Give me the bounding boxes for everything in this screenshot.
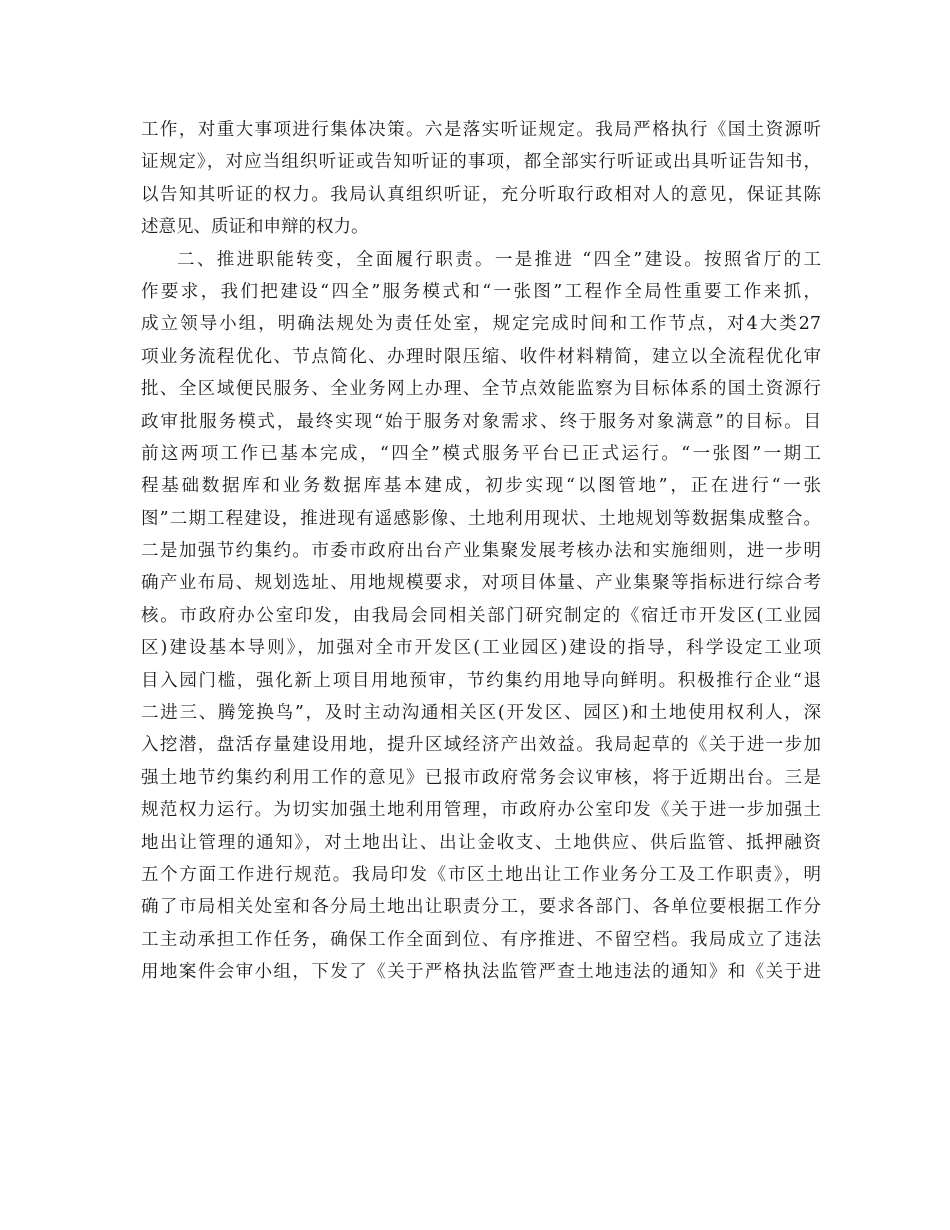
text-line: 作要求，我们把建设“四全”服务模式和“一张图”工程作全局性重要工作来抓， <box>141 281 821 302</box>
paragraph-heading-line: 二、推进职能转变，全面履行职责。一是推进 “四全”建设。按照省厅的工 <box>177 249 821 270</box>
body-text <box>141 114 821 989</box>
text-line: 入挖潜，盘活存量建设用地，提升区域经济产出效益。我局起草的《关于进一步加 <box>141 735 821 756</box>
text-line: 用地案件会审小组，下发了《关于严格执法监管严查土地违法的通知》和《关于进 <box>141 962 821 983</box>
text-line: 地出让管理的通知》，对土地出让、出让金收支、土地供应、供后监管、抵押融资 <box>141 832 821 853</box>
text-line: 程基础数据库和业务数据库基本建成，初步实现“以图管地”，正在进行“一张 <box>141 476 821 497</box>
text-line: 五个方面工作进行规范。我局印发《市区土地出让工作业务分工及工作职责》，明 <box>141 864 821 885</box>
text-line: 确产业布局、规划选址、用地规模要求，对项目体量、产业集聚等指标进行综合考 <box>141 573 821 594</box>
text-line: 批、全区域便民服务、全业务网上办理、全节点效能监察为目标体系的国土资源行 <box>141 379 821 400</box>
text-line: 目入园门槛，强化新上项目用地预审，节约集约用地导向鲜明。积极推行企业“退 <box>141 670 821 691</box>
text-line: 前这两项工作已基本完成，“四全”模式服务平台已正式运行。“一张图”一期工 <box>141 443 821 464</box>
text-line: 区)建设基本导则》，加强对全市开发区(工业园区)建设的指导，科学设定工业项 <box>141 638 821 659</box>
text-line: 工主动承担工作任务，确保工作全面到位、有序推进、不留空档。我局成立了违法 <box>141 929 821 950</box>
text-line: 图”二期工程建设，推进现有遥感影像、土地利用现状、土地规划等数据集成整合。 <box>141 508 821 529</box>
text-line: 确了市局相关处室和各分局土地出让职责分工，要求各部门、各单位要根据工作分 <box>141 897 821 918</box>
text-line: 证规定》，对应当组织听证或告知听证的事项，都全部实行听证或出具听证告知书， <box>141 152 821 173</box>
text-line: 政审批服务模式，最终实现“始于服务对象需求、终于服务对象满意”的目标。目 <box>141 411 821 432</box>
text-line: 二进三、腾笼换鸟”，及时主动沟通相关区(开发区、园区)和土地使用权利人，深 <box>141 703 821 724</box>
text-line: 述意见、质证和申辩的权力。 <box>141 217 369 238</box>
text-line: 工作，对重大事项进行集体决策。六是落实听证规定。我局严格执行《国土资源听 <box>141 120 821 140</box>
text-line: 强土地节约集约利用工作的意见》已报市政府常务会议审核，将于近期出台。三是 <box>141 767 821 788</box>
text-line: 以告知其听证的权力。我局认真组织听证，充分听取行政相对人的意见，保证其陈 <box>141 184 821 205</box>
text-line: 核。市政府办公室印发，由我局会同相关部门研究制定的《宿迁市开发区(工业园 <box>141 605 821 626</box>
text-line: 二是加强节约集约。市委市政府出台产业集聚发展考核办法和实施细则，进一步明 <box>141 541 821 562</box>
text-line: 成立领导小组，明确法规处为责任处室，规定完成时间和工作节点，对4大类27 <box>141 314 821 335</box>
text-line: 规范权力运行。为切实加强土地利用管理，市政府办公室印发《关于进一步加强土 <box>141 800 821 821</box>
text-line: 项业务流程优化、节点简化、办理时限压缩、收件材料精简，建立以全流程优化审 <box>141 346 821 367</box>
